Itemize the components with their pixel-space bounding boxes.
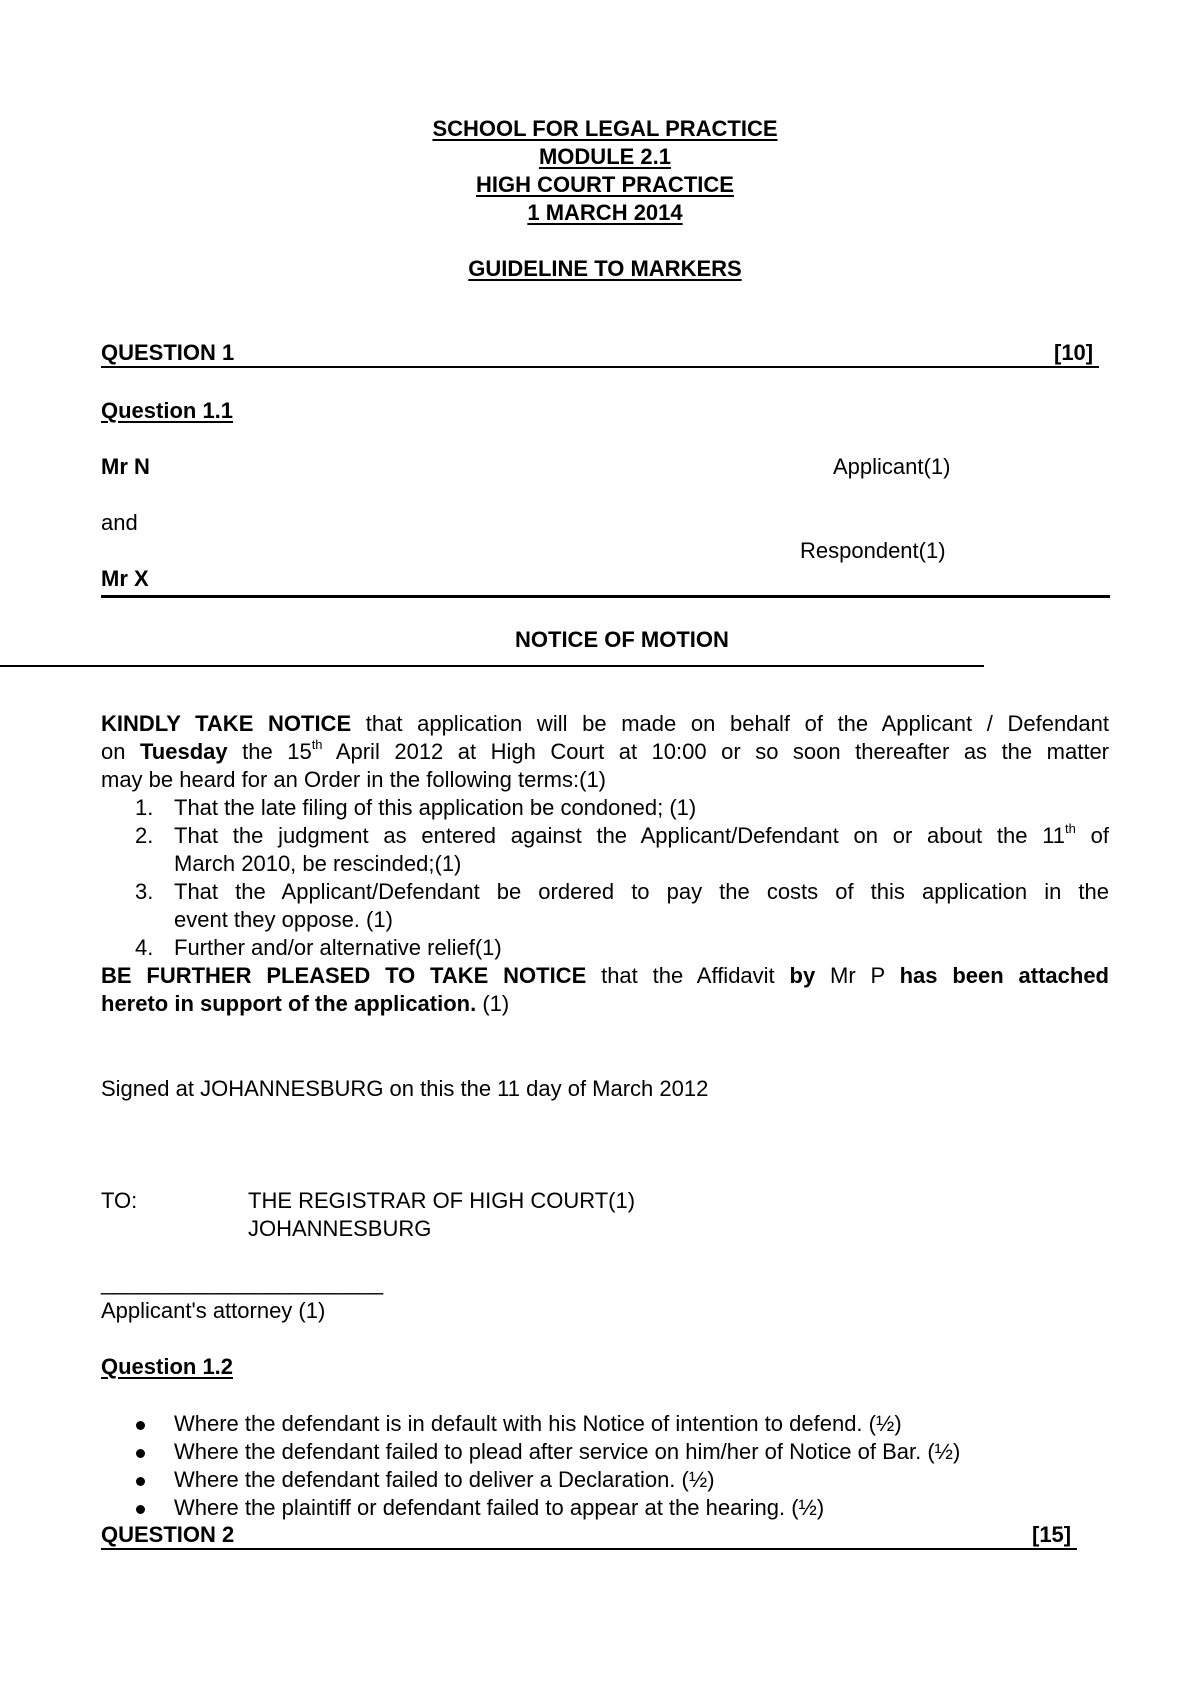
para2-hereto: hereto in support of the application. [101,991,477,1016]
question-2-marks: [15] [1032,1522,1072,1547]
party-respondent-role: Respondent(1) [800,538,946,563]
parties-divider [101,595,1110,598]
to-registrar: THE REGISTRAR OF HIGH COURT(1) [248,1188,636,1213]
to-label: TO: [101,1188,138,1213]
para1-line2-text: April 2012 at High Court at 10:00 or so soon thereafter as the matter [322,739,1110,764]
para1-the15: the 15 [227,739,312,764]
order-text: That the late filing of this application be condoned; (1) [174,795,697,820]
kindly-take-notice-paragraph [101,710,1109,794]
order-number: 2. [135,823,154,848]
applicant-attorney: Applicant's attorney (1) [101,1298,326,1323]
party-applicant-name: Mr N [101,454,150,479]
order-th-superscript: th [1065,820,1076,836]
bullet-icon [136,1421,145,1430]
guideline-title: GUIDELINE TO MARKERS [468,256,742,281]
notice-of-motion-title: NOTICE OF MOTION [515,627,729,652]
party-respondent-name: Mr X [101,566,149,591]
party-applicant-role: Applicant(1) [833,454,951,479]
course-title: HIGH COURT PRACTICE [476,172,734,197]
question-1-underline [101,366,1099,368]
para1-line3: may be heard for an Order in the following terms:(1) [101,767,607,792]
bullet-icon [136,1449,145,1458]
para2-mark: (1) [476,991,510,1016]
bullet-text: Where the plaintiff or defendant failed to appear at the hearing. (½) [174,1495,825,1520]
para1-line1-text: that application will be made on behalf of the Applicant / Defendant [351,711,1109,736]
question-2-underline [101,1548,1077,1550]
order-text: Further and/or alternative relief(1) [174,935,502,960]
date-title: 1 MARCH 2014 [527,200,683,225]
order-number: 1. [135,795,154,820]
parties-and: and [101,510,138,535]
question-1-2-title: Question 1.2 [101,1354,234,1379]
para1-tuesday: Tuesday [139,739,228,764]
para2-by: by [789,963,816,988]
module-title: MODULE 2.1 [538,144,672,169]
para1-on: on [101,739,140,764]
para2-that-affidavit: that the Affidavit [586,963,790,988]
signature-line: ________________________ [101,1270,383,1295]
order-text-line2: March 2010, be rescinded;(1) [174,851,462,876]
to-city: JOHANNESBURG [248,1216,432,1241]
question-2-title: QUESTION 2 [101,1522,235,1547]
bullet-text: Where the defendant is in default with his Notice of intention to defend. (½) [174,1411,902,1436]
order-number: 3. [135,879,154,904]
signed-line: Signed at JOHANNESBURG on this the 11 day of March 2012 [101,1076,709,1101]
order-text: That the judgment as entered against the Applicant/Defendant on or about the 11 [174,823,1066,848]
school-title: SCHOOL FOR LEGAL PRACTICE [432,116,778,141]
bullet-text: Where the defendant failed to deliver a Declaration. (½) [174,1467,715,1492]
order-number: 4. [135,935,154,960]
question-1-1-title: Question 1.1 [101,398,234,423]
question-1-title: QUESTION 1 [101,340,235,365]
order-text-line2: event they oppose. (1) [174,907,393,932]
be-further-lead: BE FURTHER PLEASED TO TAKE NOTICE [101,963,587,988]
order-text: That the Applicant/Defendant be ordered to pay the costs of this application in the [174,879,1109,904]
bullet-text: Where the defendant failed to plead after service on him/her of Notice of Bar. (½) [174,1439,961,1464]
bullet-icon [136,1505,145,1514]
order-text-end: of [1075,823,1109,848]
be-further-paragraph [101,962,1109,1018]
question-1-marks: [10] [1054,340,1094,365]
para1-th-superscript: th [311,736,323,752]
para2-has-been: has been attached [899,963,1109,988]
bullet-icon [136,1477,145,1486]
para2-mr-p: Mr P [815,963,900,988]
notice-divider [0,665,984,667]
kindly-take-notice-lead: KINDLY TAKE NOTICE [101,711,352,736]
